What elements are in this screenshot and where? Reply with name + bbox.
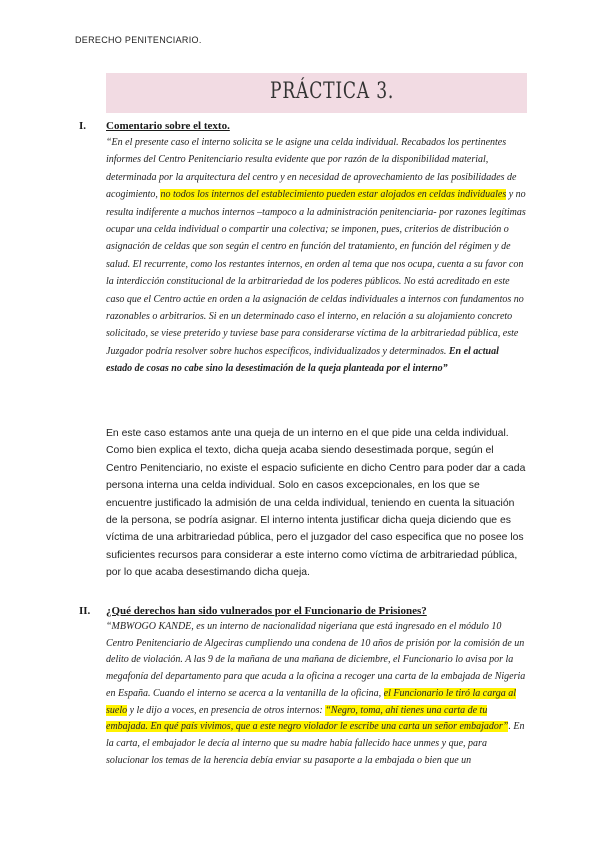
section-2-quote: [106, 619, 526, 769]
quote-text: y no resulta indiferente a muchos internos –tampoco a la administración penitenciaria- por razones legítimas ocupar una celda individual o compartir una colectiva; se imponen, pues, criterios de distribución o asignación de celdas que son según el centro en función del tratamiento, en función del régimen y de salud. El recurrente, como los restantes internos, en orden al tema que nos ocupa, cuenta a su favor con la interdicción constitucional de la arbitrariedad de los poderes públicos. No está acreditado en este caso que el Centro actúe en orden a la asignación de celdas individuales a internos con fundamentos no razonables o arbitrarios. Si en un determinado caso el interno, en relación a su alojamiento concreto solicitado, se viese preterido y tuviese base para considerarse víctima de la arbitrariedad pública, este Juzgador podría resolver sobre huchos específicos, individualizados y determinados.: [106, 189, 526, 357]
page-title: PRÁCTICA 3.: [270, 79, 395, 104]
quote-text: “En el presente caso el interno solicita se le asigne una celda individual. Recabados los pertinentes informes del Centro Penitenciario resulta evidente que por razón de la disponibilidad material, determinada por la arquitectura del centro y en necesidad de aprovechamiento de las posibilidades de acogimiento,: [106, 137, 517, 201]
highlighted-text: el Funcionario le tiró la carga al suelo: [106, 687, 517, 716]
section-2-heading: ¿Qué derechos han sido vulnerados por el Funcionario de Prisiones?: [106, 605, 427, 617]
highlighted-text: no todos los internos del establecimiento pueden estar alojados en celdas individuales: [160, 189, 507, 201]
bold-quote-text: En el actual estado de cosas no cabe sino la desestimación de la queja planteada por el interno”: [106, 345, 499, 375]
highlighted-text: “Negro, toma, ahí tienes una carta de tu embajada. En qué país vivimos, que a este negro violador le escribe una carta un señor embajador”: [106, 704, 509, 733]
section-1-commentary: En este caso estamos ante una queja de un interno en el que pide una celda individual. Como bien explica el texto, dicha queja acaba siendo desestimada porque, según el Centro Penitenciario, no existe el espacio suficiente en dicho Centro para poder dar a cada persona interna una celda individual. Solo en casos excepcionales, en los que se encuentre justificado la admisión de una celda individual, teniendo en cuenta la situación de la persona, se podría asignar. El interno intenta justificar dicha queja diciendo que es víctima de una arbitrariedad pública, pero el juzgador del caso especifica que no posee los suficientes recursos para considerar a este interno como víctima de arbitrariedad pública, por lo que acaba desestimando dicha queja.: [106, 428, 526, 579]
document-header: DERECHO PENITENCIARIO.: [75, 35, 202, 45]
section-2-number: II.: [79, 605, 91, 617]
title-banner: [106, 73, 527, 113]
section-1-quote: [106, 134, 526, 378]
section-1-number: I.: [79, 120, 87, 132]
quote-text: y le dijo a voces, en presencia de otros internos:: [127, 704, 326, 716]
section-1-heading: Comentario sobre el texto.: [106, 120, 230, 132]
quote-text: . En la carta, el embajador le decía al interno que su madre había fallecido hace unmes y que, para solucionar los temas de la herencia debía enviar su pasaporte a la embajada o bien que un: [106, 721, 525, 766]
quote-text: “MBWOGO KANDE, es un interno de nacionalidad nigeriana que está ingresado en el módulo 10 Centro Penitenciario de Algeciras cumpliendo una condena de 10 años de prisión por la comisión de un delito de violación. A las 9 de la mañana de una mañana de diciembre, el Funcionario lo avisa por la megafonía del departamento para que acuda a la oficina a recoger una carta de la embajada de Nigeria en España. Cuando el interno se acerca a la ventanilla de la oficina,: [106, 621, 526, 699]
